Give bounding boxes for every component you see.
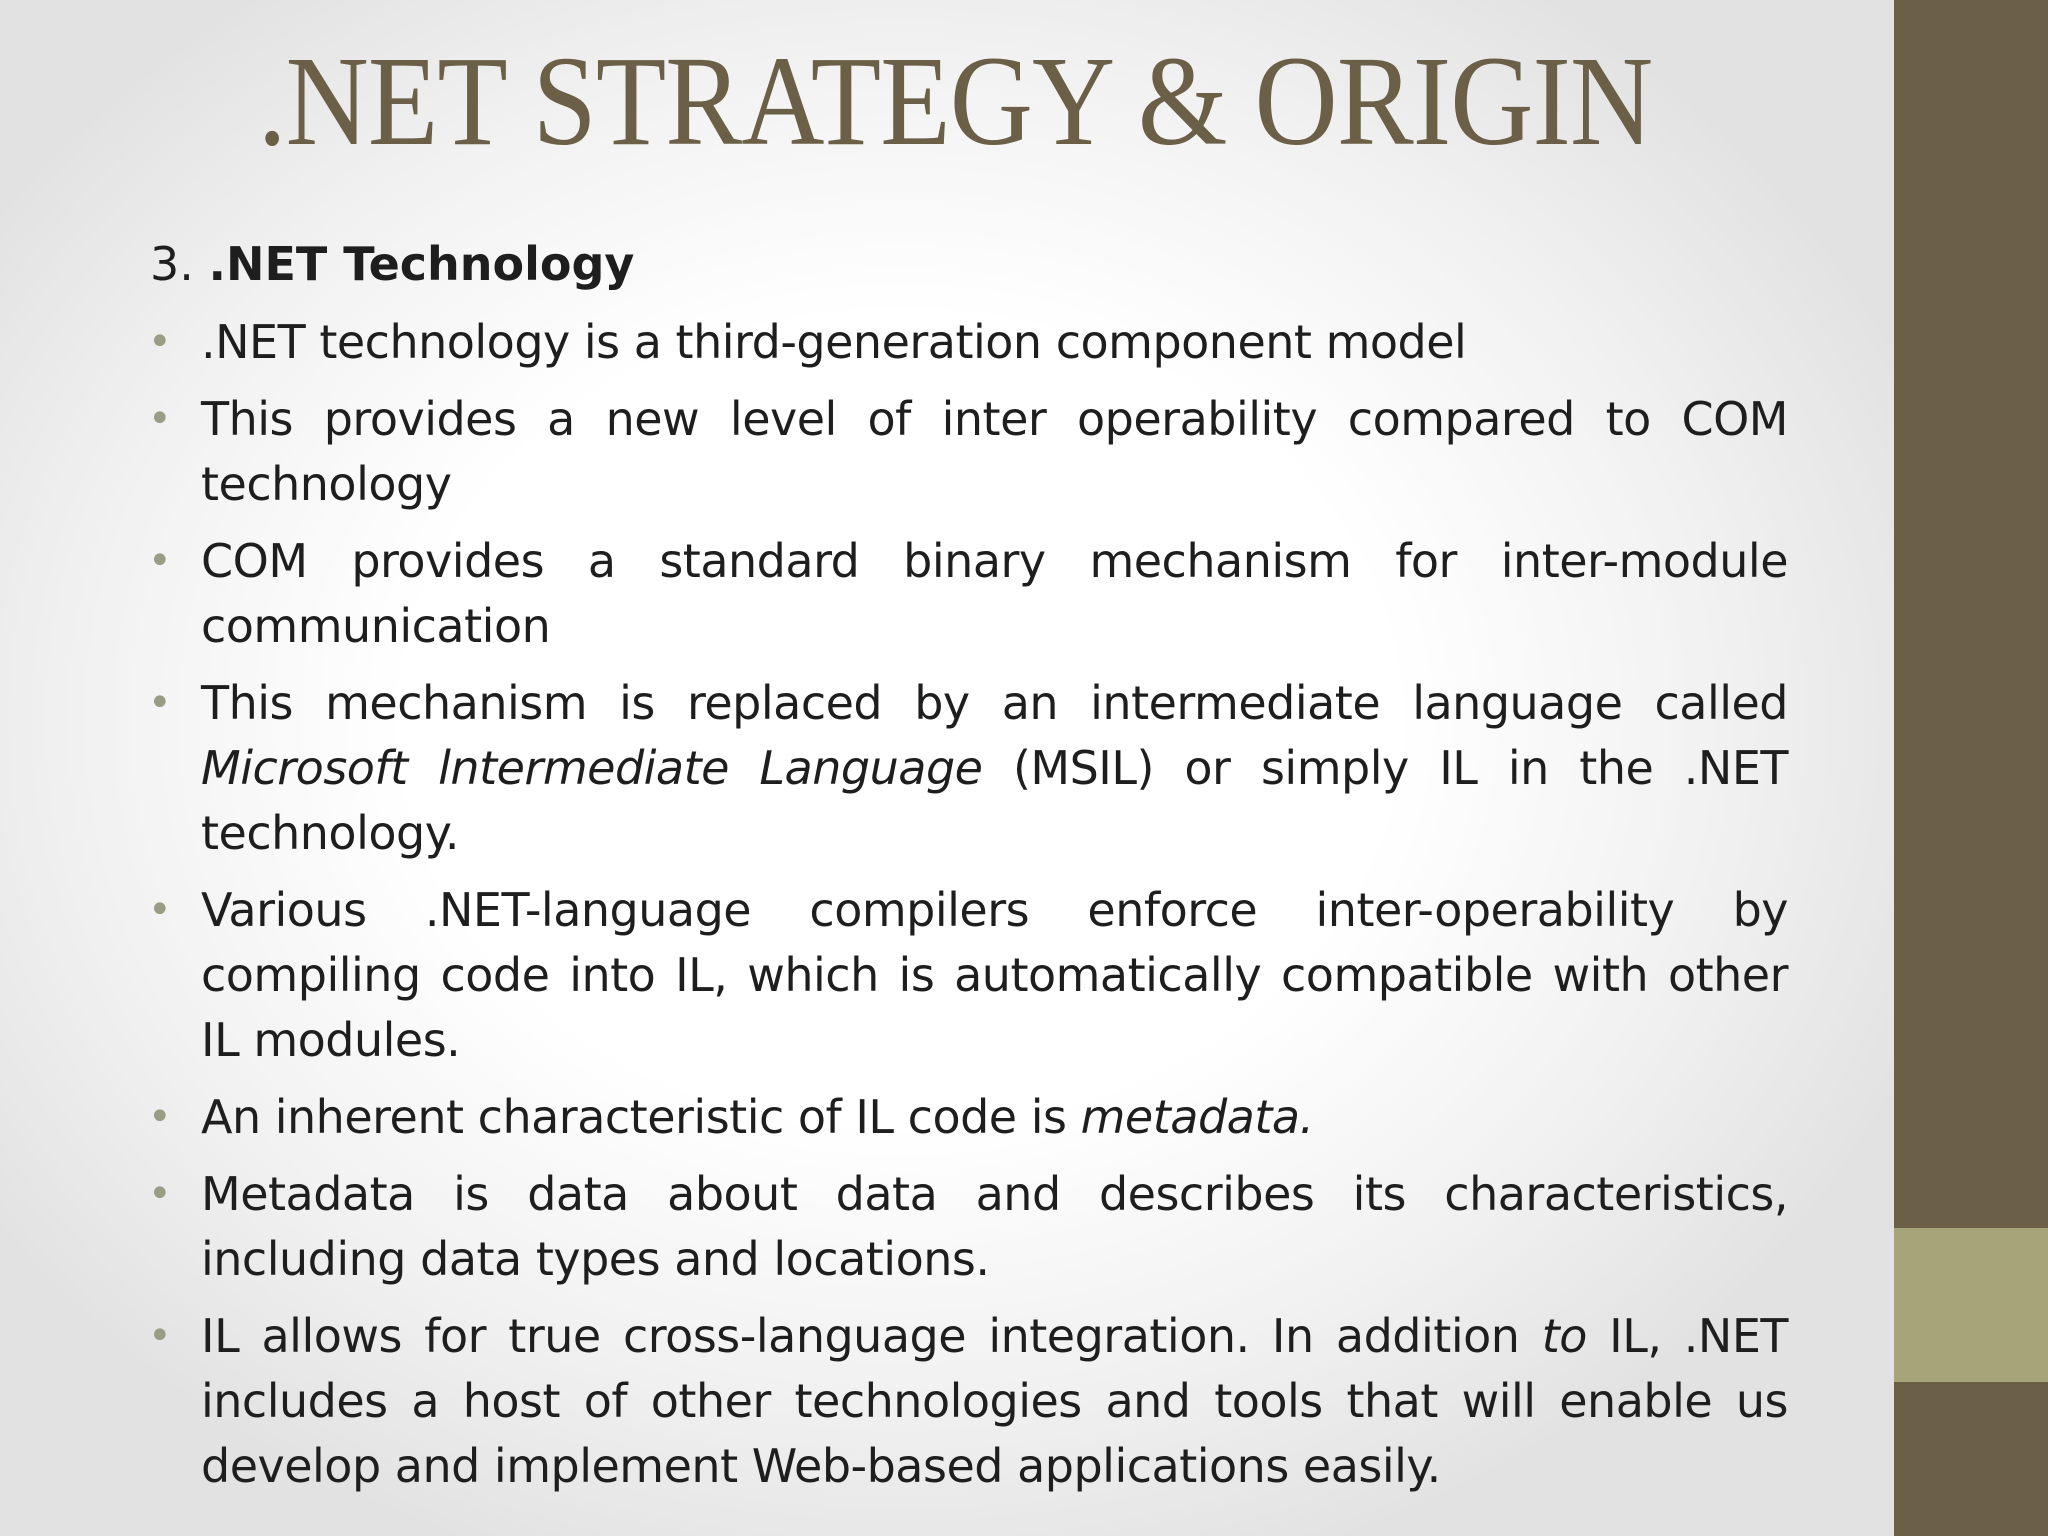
- bullet-item: [148, 1085, 1788, 1150]
- bullet-icon: •: [148, 1171, 172, 1217]
- bullet-icon: •: [148, 538, 172, 584]
- bullet-item: [148, 310, 1788, 375]
- bullet-item: [148, 529, 1788, 659]
- slide-title: .NET STRATEGY & ORIGIN: [257, 30, 1653, 172]
- bullet-text-end: (MSIL) or simply IL in the .NET technology.: [201, 741, 1788, 860]
- bullet-text: Various .NET-language compilers enforce inter-operability by compiling code into IL, which is automatically compatible with other IL modules.: [201, 883, 1788, 1067]
- bullet-item: [148, 387, 1788, 517]
- bullet-text: .NET technology is a third-generation component model: [201, 315, 1467, 369]
- bullet-text-start: This mechanism is replaced by an intermediate language called: [201, 676, 1788, 730]
- bullet-icon: •: [148, 396, 172, 442]
- bullet-text-emphasis: metadata.: [1080, 1090, 1314, 1144]
- bullet-item: [148, 878, 1788, 1073]
- section-number: 3.: [150, 237, 194, 291]
- bullet-icon: •: [148, 1094, 172, 1140]
- bullet-text-emphasis: to: [1541, 1309, 1587, 1363]
- bullet-icon: •: [148, 887, 172, 933]
- bullet-item: [148, 671, 1788, 866]
- bullet-list: [148, 310, 1788, 1499]
- bullet-text-emphasis: Microsoft lntermediate Language: [201, 741, 983, 795]
- bullet-text-start: An inherent characteristic of IL code is: [201, 1090, 1081, 1144]
- bullet-text: COM provides a standard binary mechanism for inter-module communication: [201, 534, 1788, 653]
- sidebar-accent-block: [1894, 1228, 2048, 1382]
- slide-content: [148, 232, 1788, 1511]
- bullet-item: [148, 1162, 1788, 1292]
- bullet-text-start: IL allows for true cross-language integration. In addition: [201, 1309, 1542, 1363]
- bullet-text-end: IL, .NET includes a host of other technologies and tools that will enable us develop and implement Web-based applications easily.: [201, 1309, 1788, 1493]
- bullet-text: This provides a new level of inter operability compared to COM technology: [201, 392, 1788, 511]
- section-heading: [148, 232, 1788, 297]
- bullet-icon: •: [148, 1313, 172, 1359]
- bullet-icon: •: [148, 680, 172, 726]
- section-title: .NET Technology: [208, 237, 635, 291]
- bullet-text: Metadata is data about data and describes its characteristics, including data types and locations.: [201, 1167, 1788, 1286]
- bullet-icon: •: [148, 319, 172, 365]
- bullet-item: [148, 1304, 1788, 1499]
